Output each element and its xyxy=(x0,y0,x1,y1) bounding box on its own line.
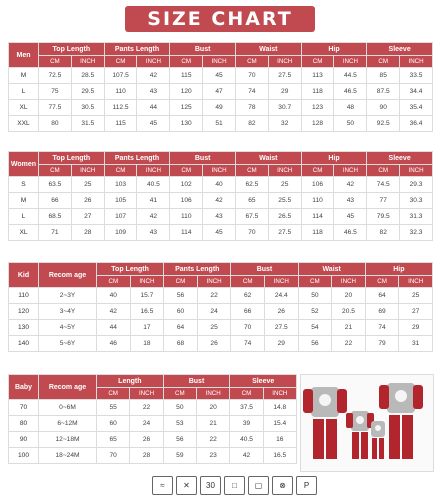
pajama-figures xyxy=(301,375,433,471)
size-label: XL xyxy=(9,100,39,116)
women-category-label: Women xyxy=(9,152,39,177)
measure-value: 71 xyxy=(39,225,72,241)
wash-30-icon: 30 xyxy=(200,476,221,495)
measure-value: 39 xyxy=(230,416,263,432)
table-row xyxy=(9,320,433,336)
size-label: M xyxy=(9,193,39,209)
measure-value: 30.5 xyxy=(71,100,104,116)
baby-size-table xyxy=(8,374,297,464)
measure-value: 130 xyxy=(170,116,203,132)
size-label: 80 xyxy=(9,416,39,432)
women-column-header: Pants Length xyxy=(104,152,170,165)
measure-value: 33.5 xyxy=(400,68,433,84)
measure-value: 63.5 xyxy=(39,177,72,193)
tumble-dry-icon: □ xyxy=(224,476,245,495)
measure-value: 45 xyxy=(137,116,170,132)
measure-value: 75 xyxy=(39,84,72,100)
measure-value: 22 xyxy=(130,400,163,416)
table-row xyxy=(9,225,433,241)
measure-value: 77.5 xyxy=(39,100,72,116)
unit-inch-label: INCH xyxy=(197,276,231,288)
measure-value: 115 xyxy=(104,116,137,132)
measure-value: 128 xyxy=(301,116,334,132)
measure-value: 79 xyxy=(365,336,399,352)
measure-value: 67.5 xyxy=(235,209,268,225)
hand-wash-icon: ≈ xyxy=(152,476,173,495)
unit-cm-label: CM xyxy=(39,56,72,68)
table-row xyxy=(9,336,433,352)
kid-category-label: Kid xyxy=(9,263,39,288)
size-label: M xyxy=(9,68,39,84)
baby-column-header: Length xyxy=(97,375,164,388)
kid-column-header: Bust xyxy=(231,263,298,276)
measure-value: 42 xyxy=(203,193,236,209)
measure-value: 16.5 xyxy=(130,304,164,320)
unit-cm-label: CM xyxy=(301,56,334,68)
measure-value: 15.7 xyxy=(130,288,164,304)
measure-value: 85 xyxy=(367,68,400,84)
unit-cm-label: CM xyxy=(39,165,72,177)
unit-cm-label: CM xyxy=(301,165,334,177)
measure-value: 50 xyxy=(298,288,332,304)
measure-value: 26 xyxy=(71,193,104,209)
measure-value: 20.5 xyxy=(332,304,366,320)
unit-inch-label: INCH xyxy=(400,56,433,68)
measure-value: 51 xyxy=(203,116,236,132)
measure-value: 21 xyxy=(332,320,366,336)
measure-value: 113 xyxy=(301,68,334,84)
table-row xyxy=(9,448,297,464)
table-row xyxy=(9,432,297,448)
measure-value: 65 xyxy=(235,193,268,209)
measure-value: 25 xyxy=(71,177,104,193)
measure-value: 69 xyxy=(365,304,399,320)
baby-category-label: Baby xyxy=(9,375,39,400)
measure-value: 29 xyxy=(264,336,298,352)
size-label: 120 xyxy=(9,304,39,320)
kid-figure xyxy=(346,411,374,459)
measure-value: 47 xyxy=(203,84,236,100)
measure-value: 42 xyxy=(137,209,170,225)
men-column-header: Top Length xyxy=(39,43,105,56)
table-row xyxy=(9,400,297,416)
size-label: 130 xyxy=(9,320,39,336)
measure-value: 40.5 xyxy=(137,177,170,193)
women-column-header: Bust xyxy=(170,152,236,165)
measure-value: 22 xyxy=(332,336,366,352)
measure-value: 92.5 xyxy=(367,116,400,132)
unit-inch-label: INCH xyxy=(71,165,104,177)
size-label: 110 xyxy=(9,288,39,304)
measure-value: 64 xyxy=(365,288,399,304)
measure-value: 64 xyxy=(164,320,198,336)
men-size-table xyxy=(8,42,433,132)
measure-value: 44.5 xyxy=(334,68,367,84)
measure-value: 37.5 xyxy=(230,400,263,416)
measure-value: 68 xyxy=(164,336,198,352)
measure-value: 45 xyxy=(203,225,236,241)
unit-cm-label: CM xyxy=(164,276,198,288)
unit-inch-label: INCH xyxy=(334,56,367,68)
measure-value: 74 xyxy=(231,336,265,352)
women-size-table xyxy=(8,151,433,241)
size-label: S xyxy=(9,177,39,193)
table-row xyxy=(9,288,433,304)
measure-value: 22 xyxy=(197,288,231,304)
unit-inch-label: INCH xyxy=(264,276,298,288)
unit-inch-label: INCH xyxy=(197,388,230,400)
care-icons xyxy=(152,476,317,496)
measure-value: 16 xyxy=(263,432,296,448)
measure-value: 27.5 xyxy=(264,320,298,336)
measure-value: 25 xyxy=(197,320,231,336)
table-row xyxy=(9,100,433,116)
measure-value: 68.5 xyxy=(39,209,72,225)
no-dry-clean-icon: ⊗ xyxy=(272,476,293,495)
unit-inch-label: INCH xyxy=(130,276,164,288)
measure-value: 59 xyxy=(163,448,196,464)
size-label: 140 xyxy=(9,336,39,352)
measure-value: 103 xyxy=(104,177,137,193)
size-label: L xyxy=(9,84,39,100)
men-column-header: Hip xyxy=(301,43,367,56)
measure-value: 114 xyxy=(301,209,334,225)
measure-value: 78 xyxy=(235,100,268,116)
measure-value: 24.4 xyxy=(264,288,298,304)
unit-inch-label: INCH xyxy=(334,165,367,177)
measure-value: 23 xyxy=(197,448,230,464)
unit-cm-label: CM xyxy=(97,276,131,288)
unit-inch-label: INCH xyxy=(268,56,301,68)
unit-cm-label: CM xyxy=(97,388,130,400)
unit-inch-label: INCH xyxy=(399,276,433,288)
women-column-header: Sleeve xyxy=(367,152,433,165)
unit-inch-label: INCH xyxy=(71,56,104,68)
table-row xyxy=(9,68,433,84)
measure-value: 42 xyxy=(230,448,263,464)
measure-value: 110 xyxy=(104,84,137,100)
measure-value: 41 xyxy=(137,193,170,209)
unit-cm-label: CM xyxy=(104,165,137,177)
kid-column-header: Pants Length xyxy=(164,263,231,276)
measure-value: 74 xyxy=(235,84,268,100)
measure-value: 21 xyxy=(197,416,230,432)
size-label: 90 xyxy=(9,432,39,448)
measure-value: 82 xyxy=(367,225,400,241)
measure-value: 27.5 xyxy=(268,68,301,84)
baby-figure xyxy=(371,421,385,459)
size-label: 70 xyxy=(9,400,39,416)
measure-value: 106 xyxy=(170,193,203,209)
measure-value: 15.4 xyxy=(263,416,296,432)
measure-value: 50 xyxy=(163,400,196,416)
men-column-header: Waist xyxy=(235,43,301,56)
measure-value: 29 xyxy=(399,320,433,336)
unit-cm-label: CM xyxy=(298,276,332,288)
table-row xyxy=(9,193,433,209)
age-value: 18~24M xyxy=(39,448,97,464)
unit-inch-label: INCH xyxy=(332,276,366,288)
measure-value: 25 xyxy=(268,177,301,193)
unit-cm-label: CM xyxy=(230,388,263,400)
unit-inch-label: INCH xyxy=(268,165,301,177)
measure-value: 45 xyxy=(203,68,236,84)
measure-value: 74.5 xyxy=(367,177,400,193)
line-dry-icon: ▢ xyxy=(248,476,269,495)
measure-value: 28 xyxy=(130,448,163,464)
measure-value: 14.8 xyxy=(263,400,296,416)
measure-value: 18 xyxy=(130,336,164,352)
measure-value: 52 xyxy=(298,304,332,320)
iron-low-icon: P xyxy=(296,476,317,495)
kid-age-header: Recom age xyxy=(39,263,97,288)
measure-value: 31.5 xyxy=(71,116,104,132)
measure-value: 107 xyxy=(104,209,137,225)
page-title: SIZE CHART xyxy=(125,6,314,32)
measure-value: 118 xyxy=(301,225,334,241)
measure-value: 110 xyxy=(301,193,334,209)
measure-value: 43 xyxy=(137,225,170,241)
men-category-label: Men xyxy=(9,43,39,68)
measure-value: 125 xyxy=(170,100,203,116)
measure-value: 30.7 xyxy=(268,100,301,116)
measure-value: 24 xyxy=(197,304,231,320)
measure-value: 48 xyxy=(334,100,367,116)
measure-value: 42 xyxy=(334,177,367,193)
measure-value: 34.4 xyxy=(400,84,433,100)
measure-value: 30.3 xyxy=(400,193,433,209)
measure-value: 50 xyxy=(334,116,367,132)
measure-value: 28 xyxy=(71,225,104,241)
title-bar xyxy=(0,4,440,34)
table-row xyxy=(9,177,433,193)
measure-value: 25 xyxy=(399,288,433,304)
women-column-header: Top Length xyxy=(39,152,105,165)
measure-value: 17 xyxy=(130,320,164,336)
measure-value: 79.5 xyxy=(367,209,400,225)
measure-value: 25.5 xyxy=(268,193,301,209)
measure-value: 60 xyxy=(97,416,130,432)
men-column-header: Pants Length xyxy=(104,43,170,56)
measure-value: 40 xyxy=(97,288,131,304)
measure-value: 20 xyxy=(332,288,366,304)
measure-value: 87.5 xyxy=(367,84,400,100)
measure-value: 62.5 xyxy=(235,177,268,193)
measure-value: 110 xyxy=(170,209,203,225)
measure-value: 22 xyxy=(197,432,230,448)
unit-cm-label: CM xyxy=(104,56,137,68)
baby-age-header: Recom age xyxy=(39,375,97,400)
unit-inch-label: INCH xyxy=(203,56,236,68)
measure-value: 70 xyxy=(97,448,130,464)
unit-cm-label: CM xyxy=(163,388,196,400)
measure-value: 82 xyxy=(235,116,268,132)
age-value: 3~4Y xyxy=(39,304,97,320)
measure-value: 29.5 xyxy=(71,84,104,100)
measure-value: 66 xyxy=(231,304,265,320)
measure-value: 16.5 xyxy=(263,448,296,464)
measure-value: 44 xyxy=(137,100,170,116)
measure-value: 43 xyxy=(137,84,170,100)
unit-cm-label: CM xyxy=(231,276,265,288)
size-label: XXL xyxy=(9,116,39,132)
measure-value: 26 xyxy=(130,432,163,448)
men-column-header: Bust xyxy=(170,43,236,56)
age-value: 12~18M xyxy=(39,432,97,448)
adult-figure-right xyxy=(379,383,423,459)
measure-value: 36.4 xyxy=(400,116,433,132)
measure-value: 40.5 xyxy=(230,432,263,448)
measure-value: 44 xyxy=(97,320,131,336)
baby-column-header: Bust xyxy=(163,375,230,388)
unit-inch-label: INCH xyxy=(137,165,170,177)
measure-value: 62 xyxy=(231,288,265,304)
measure-value: 102 xyxy=(170,177,203,193)
adult-figure-left xyxy=(303,387,347,459)
measure-value: 66 xyxy=(39,193,72,209)
unit-inch-label: INCH xyxy=(400,165,433,177)
measure-value: 105 xyxy=(104,193,137,209)
measure-value: 54 xyxy=(298,320,332,336)
unit-inch-label: INCH xyxy=(137,56,170,68)
measure-value: 65 xyxy=(97,432,130,448)
unit-cm-label: CM xyxy=(235,56,268,68)
measure-value: 60 xyxy=(164,304,198,320)
measure-value: 123 xyxy=(301,100,334,116)
measure-value: 49 xyxy=(203,100,236,116)
measure-value: 31 xyxy=(399,336,433,352)
measure-value: 112.5 xyxy=(104,100,137,116)
measure-value: 120 xyxy=(170,84,203,100)
size-label: XL xyxy=(9,225,39,241)
measure-value: 26.5 xyxy=(268,209,301,225)
measure-value: 106 xyxy=(301,177,334,193)
measure-value: 28.5 xyxy=(71,68,104,84)
measure-value: 32.3 xyxy=(400,225,433,241)
measure-value: 45 xyxy=(334,209,367,225)
size-label: L xyxy=(9,209,39,225)
unit-cm-label: CM xyxy=(170,56,203,68)
measure-value: 40 xyxy=(203,177,236,193)
kid-column-header: Waist xyxy=(298,263,365,276)
kid-column-header: Hip xyxy=(365,263,432,276)
women-column-header: Hip xyxy=(301,152,367,165)
measure-value: 74 xyxy=(365,320,399,336)
measure-value: 70 xyxy=(235,68,268,84)
baby-column-header: Sleeve xyxy=(230,375,297,388)
measure-value: 56 xyxy=(163,432,196,448)
age-value: 2~3Y xyxy=(39,288,97,304)
measure-value: 109 xyxy=(104,225,137,241)
measure-value: 26 xyxy=(197,336,231,352)
family-pajama-illustration xyxy=(300,374,434,472)
measure-value: 107.5 xyxy=(104,68,137,84)
measure-value: 46 xyxy=(97,336,131,352)
measure-value: 42 xyxy=(137,68,170,84)
measure-value: 80 xyxy=(39,116,72,132)
unit-inch-label: INCH xyxy=(130,388,163,400)
measure-value: 26 xyxy=(264,304,298,320)
measure-value: 77 xyxy=(367,193,400,209)
age-value: 4~5Y xyxy=(39,320,97,336)
measure-value: 114 xyxy=(170,225,203,241)
kid-size-table xyxy=(8,262,433,352)
measure-value: 118 xyxy=(301,84,334,100)
unit-inch-label: INCH xyxy=(263,388,296,400)
unit-cm-label: CM xyxy=(235,165,268,177)
men-column-header: Sleeve xyxy=(367,43,433,56)
age-value: 0~6M xyxy=(39,400,97,416)
kid-column-header: Top Length xyxy=(97,263,164,276)
unit-inch-label: INCH xyxy=(203,165,236,177)
unit-cm-label: CM xyxy=(367,165,400,177)
measure-value: 42 xyxy=(97,304,131,320)
table-row xyxy=(9,304,433,320)
measure-value: 46.5 xyxy=(334,84,367,100)
table-row xyxy=(9,84,433,100)
measure-value: 56 xyxy=(164,288,198,304)
measure-value: 32 xyxy=(268,116,301,132)
measure-value: 55 xyxy=(97,400,130,416)
measure-value: 70 xyxy=(231,320,265,336)
measure-value: 43 xyxy=(334,193,367,209)
measure-value: 27 xyxy=(71,209,104,225)
measure-value: 70 xyxy=(235,225,268,241)
measure-value: 72.5 xyxy=(39,68,72,84)
measure-value: 20 xyxy=(197,400,230,416)
measure-value: 35.4 xyxy=(400,100,433,116)
age-value: 5~6Y xyxy=(39,336,97,352)
measure-value: 27 xyxy=(399,304,433,320)
table-row xyxy=(9,116,433,132)
measure-value: 53 xyxy=(163,416,196,432)
unit-cm-label: CM xyxy=(170,165,203,177)
table-row xyxy=(9,209,433,225)
measure-value: 29.3 xyxy=(400,177,433,193)
unit-cm-label: CM xyxy=(365,276,399,288)
measure-value: 31.3 xyxy=(400,209,433,225)
unit-cm-label: CM xyxy=(367,56,400,68)
age-value: 6~12M xyxy=(39,416,97,432)
size-label: 100 xyxy=(9,448,39,464)
measure-value: 24 xyxy=(130,416,163,432)
measure-value: 115 xyxy=(170,68,203,84)
measure-value: 29 xyxy=(268,84,301,100)
measure-value: 56 xyxy=(298,336,332,352)
measure-value: 46.5 xyxy=(334,225,367,241)
measure-value: 90 xyxy=(367,100,400,116)
no-bleach-icon: ✕ xyxy=(176,476,197,495)
table-row xyxy=(9,416,297,432)
measure-value: 27.5 xyxy=(268,225,301,241)
measure-value: 43 xyxy=(203,209,236,225)
women-column-header: Waist xyxy=(235,152,301,165)
